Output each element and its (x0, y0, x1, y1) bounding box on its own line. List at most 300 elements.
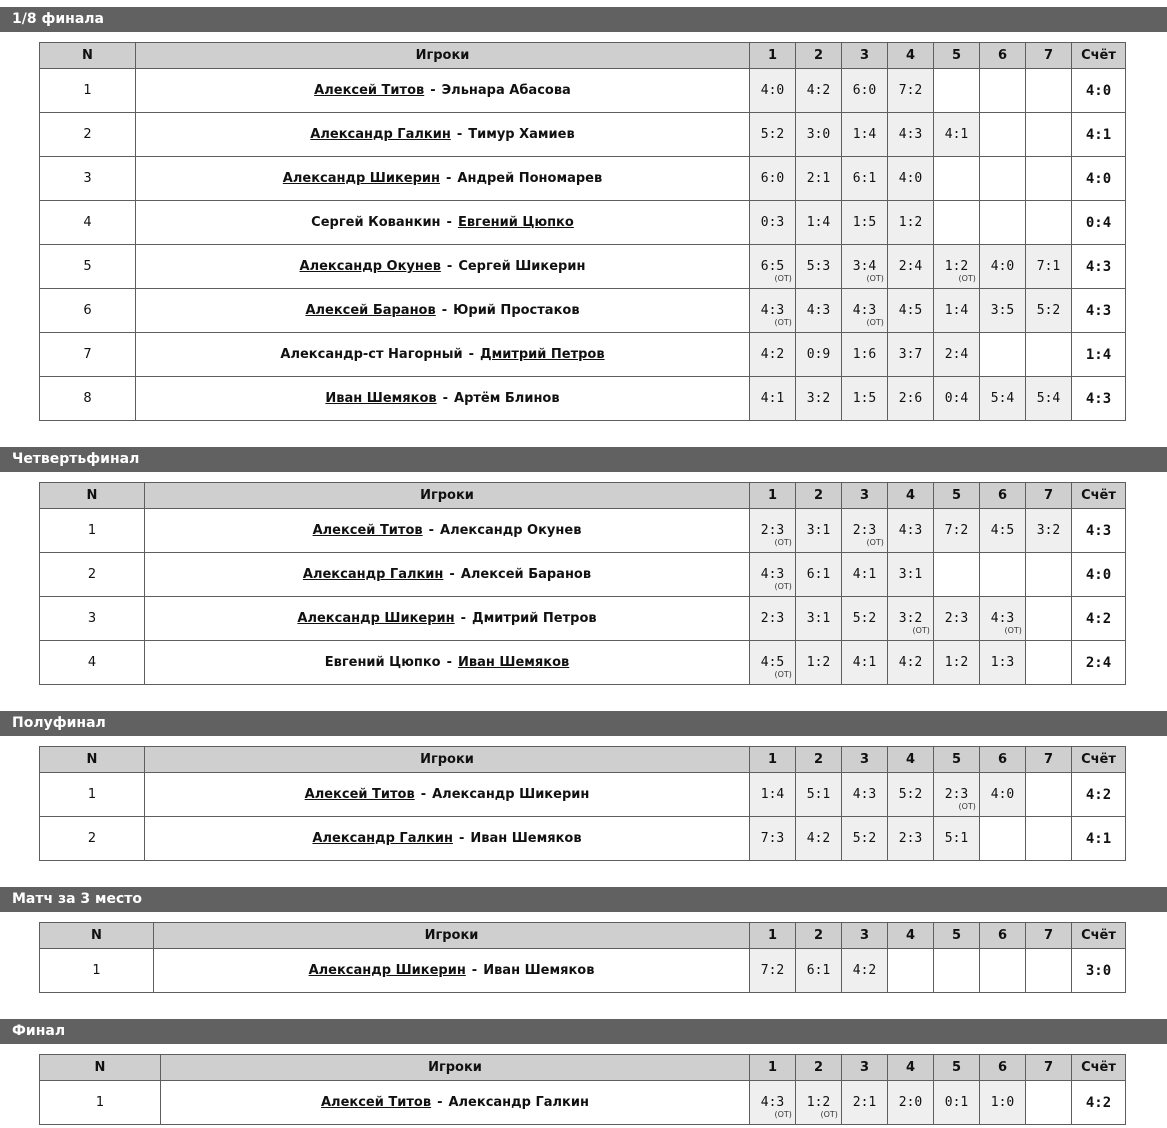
header-set-2: 2 (796, 923, 842, 949)
match-number: 5 (40, 245, 136, 289)
set-score-value: 0:4 (944, 391, 969, 406)
overtime-marker: (ОТ) (866, 274, 884, 283)
match-row (40, 245, 1126, 289)
set-score-7 (1026, 509, 1072, 553)
set-score-5 (934, 949, 980, 993)
player-link[interactable]: Александр Галкин (312, 831, 453, 846)
set-score-1 (750, 201, 796, 245)
player-link[interactable]: Александр Шикерин (282, 171, 441, 186)
player-link[interactable]: Александр Шикерин (297, 611, 455, 626)
match-total-score: 4:3 (1072, 289, 1126, 333)
match-row (40, 113, 1126, 157)
set-score-6 (980, 509, 1026, 553)
match-row (40, 817, 1126, 861)
header-set-6: 6 (980, 43, 1026, 69)
set-score-3 (842, 289, 888, 333)
players-separator: - (428, 523, 435, 538)
set-score-value: 2:3 (944, 611, 969, 626)
match-total-score: 1:4 (1072, 333, 1126, 377)
set-score-3 (842, 245, 888, 289)
set-score-value: 4:0 (760, 83, 785, 98)
set-score-3 (842, 113, 888, 157)
overtime-marker: (ОТ) (774, 582, 792, 591)
header-set-5: 5 (934, 483, 980, 509)
match-players (145, 509, 750, 553)
set-score-7 (1026, 113, 1072, 157)
set-score-value: 4:3 (898, 523, 923, 538)
match-row (40, 509, 1126, 553)
set-score-value: 3:0 (806, 127, 831, 142)
players-separator: - (446, 259, 453, 274)
set-score-value: 6:0 (852, 83, 877, 98)
player-name: Юрий Простаков (453, 303, 580, 318)
set-score-value: 1:4 (760, 787, 785, 802)
set-score-5 (934, 377, 980, 421)
overtime-marker: (ОТ) (866, 318, 884, 327)
match-players (136, 377, 750, 421)
set-score-value: 1:2 (944, 259, 969, 274)
header-n: N (40, 1055, 161, 1081)
header-players: Игроки (161, 1055, 750, 1081)
set-score-value: 2:6 (898, 391, 923, 406)
results-table-semifinal (39, 746, 1126, 861)
player-link[interactable]: Алексей Титов (321, 1095, 432, 1110)
header-n: N (40, 43, 136, 69)
player-name: Тимур Хамиев (468, 127, 575, 142)
set-score-6 (980, 113, 1026, 157)
set-score-7 (1026, 553, 1072, 597)
header-set-1: 1 (750, 923, 796, 949)
set-score-1 (750, 333, 796, 377)
player-link[interactable]: Александр Галкин (302, 567, 444, 582)
set-score-6 (980, 1081, 1026, 1125)
match-players (145, 641, 750, 685)
header-set-5: 5 (934, 923, 980, 949)
set-score-4 (888, 289, 934, 333)
set-score-value: 4:5 (990, 523, 1015, 538)
header-n: N (40, 747, 145, 773)
set-score-5 (934, 201, 980, 245)
player-name: Андрей Пономарев (457, 171, 603, 186)
set-score-4 (888, 69, 934, 113)
set-score-7 (1026, 377, 1072, 421)
match-row (40, 289, 1126, 333)
player-link[interactable]: Алексей Титов (312, 523, 423, 538)
set-score-value: 7:2 (944, 523, 969, 538)
match-players (136, 69, 750, 113)
set-score-value: 4:0 (898, 171, 923, 186)
header-total: Счёт (1072, 747, 1126, 773)
set-score-5 (934, 69, 980, 113)
player-name: Иван Шемяков (483, 963, 595, 978)
set-score-value: 4:1 (852, 655, 877, 670)
section-title-final: Финал (0, 1019, 1167, 1044)
set-score-value: 4:3 (990, 611, 1015, 626)
set-score-value: 4:5 (898, 303, 923, 318)
set-score-1 (750, 289, 796, 333)
set-score-value: 6:0 (760, 171, 785, 186)
set-score-value: 4:1 (852, 567, 877, 582)
match-number: 4 (40, 201, 136, 245)
match-number: 1 (40, 1081, 161, 1125)
set-score-3 (842, 597, 888, 641)
results-table-quarterfinal (39, 482, 1126, 685)
overtime-marker: (ОТ) (912, 626, 930, 635)
header-set-2: 2 (796, 483, 842, 509)
set-score-2 (796, 509, 842, 553)
set-score-1 (750, 597, 796, 641)
header-set-5: 5 (934, 43, 980, 69)
match-number: 8 (40, 377, 136, 421)
match-number: 1 (40, 949, 154, 993)
section-title-quarterfinal: Четвертьфинал (0, 447, 1167, 472)
set-score-value: 1:3 (990, 655, 1015, 670)
set-score-value: 6:1 (806, 567, 831, 582)
set-score-value: 3:5 (990, 303, 1015, 318)
set-score-2 (796, 641, 842, 685)
match-number: 4 (40, 641, 145, 685)
set-score-value: 5:2 (852, 831, 877, 846)
header-set-4: 4 (888, 483, 934, 509)
set-score-5 (934, 289, 980, 333)
set-score-value: 2:3 (852, 523, 877, 538)
set-score-value: 4:3 (760, 567, 785, 582)
set-score-2 (796, 773, 842, 817)
set-score-value: 1:6 (852, 347, 877, 362)
player-link[interactable]: Александр Шикерин (308, 963, 466, 978)
match-players (136, 289, 750, 333)
overtime-marker: (ОТ) (774, 1110, 792, 1119)
set-score-1 (750, 1081, 796, 1125)
set-score-value: 0:9 (806, 347, 831, 362)
header-set-2: 2 (796, 1055, 842, 1081)
header-set-7: 7 (1026, 1055, 1072, 1081)
set-score-5 (934, 333, 980, 377)
player-link[interactable]: Алексей Баранов (305, 303, 436, 318)
set-score-5 (934, 773, 980, 817)
overtime-marker: (ОТ) (774, 274, 792, 283)
players-separator: - (468, 347, 474, 362)
set-score-1 (750, 817, 796, 861)
set-score-value: 2:3 (760, 611, 785, 626)
player-name: Артём Блинов (454, 391, 560, 406)
player-name: Александр-ст Нагорный (280, 347, 463, 362)
match-total-score: 4:2 (1072, 1081, 1126, 1125)
match-players (145, 597, 750, 641)
header-set-4: 4 (888, 923, 934, 949)
player-name: Дмитрий Петров (472, 611, 597, 626)
set-score-value: 3:2 (898, 611, 923, 626)
set-score-5 (934, 641, 980, 685)
set-score-6 (980, 641, 1026, 685)
set-score-2 (796, 597, 842, 641)
match-players (136, 113, 750, 157)
set-score-4 (888, 377, 934, 421)
set-score-2 (796, 201, 842, 245)
set-score-value: 2:0 (898, 1095, 923, 1110)
player-name: Евгений Цюпко (324, 655, 441, 670)
header-set-5: 5 (934, 1055, 980, 1081)
set-score-2 (796, 817, 842, 861)
header-row (40, 43, 1126, 69)
set-score-6 (980, 553, 1026, 597)
set-score-value: 4:5 (760, 655, 785, 670)
set-score-5 (934, 509, 980, 553)
set-score-4 (888, 949, 934, 993)
set-score-value: 5:2 (852, 611, 877, 626)
set-score-5 (934, 245, 980, 289)
header-set-6: 6 (980, 1055, 1026, 1081)
match-players (145, 817, 750, 861)
set-score-value: 5:1 (944, 831, 969, 846)
players-separator: - (458, 831, 465, 846)
players-separator: - (442, 391, 449, 406)
player-name: Александр Окунев (440, 523, 582, 538)
match-players (136, 333, 750, 377)
set-score-6 (980, 333, 1026, 377)
match-row (40, 333, 1126, 377)
player-link[interactable]: Алексей Титов (314, 83, 425, 98)
set-score-6 (980, 69, 1026, 113)
player-name: Александр Шикерин (432, 787, 590, 802)
set-score-2 (796, 377, 842, 421)
set-score-value: 2:4 (944, 347, 969, 362)
set-score-7 (1026, 641, 1072, 685)
set-score-value: 0:3 (760, 215, 785, 230)
set-score-3 (842, 509, 888, 553)
set-score-value: 1:5 (852, 215, 877, 230)
overtime-marker: (ОТ) (774, 318, 792, 327)
set-score-value: 4:2 (806, 831, 831, 846)
set-score-1 (750, 69, 796, 113)
player-link[interactable]: Александр Окунев (299, 259, 441, 274)
overtime-marker: (ОТ) (820, 1110, 838, 1119)
set-score-value: 6:1 (852, 171, 877, 186)
header-set-6: 6 (980, 483, 1026, 509)
set-score-7 (1026, 157, 1072, 201)
set-score-value: 1:4 (852, 127, 877, 142)
set-score-value: 6:1 (806, 963, 831, 978)
set-score-3 (842, 641, 888, 685)
section-title-round-of-16: 1/8 финала (0, 7, 1167, 32)
player-link[interactable]: Иван Шемяков (458, 655, 570, 670)
header-set-3: 3 (842, 1055, 888, 1081)
match-row (40, 201, 1126, 245)
match-total-score: 4:2 (1072, 597, 1126, 641)
set-score-5 (934, 597, 980, 641)
match-number: 1 (40, 69, 136, 113)
set-score-2 (796, 553, 842, 597)
set-score-value: 4:2 (760, 347, 785, 362)
set-score-6 (980, 289, 1026, 333)
set-score-value: 4:3 (806, 303, 831, 318)
match-total-score: 4:3 (1072, 377, 1126, 421)
results-table-round-of-16 (39, 42, 1126, 421)
set-score-value: 0:1 (944, 1095, 969, 1110)
set-score-2 (796, 949, 842, 993)
match-total-score: 4:0 (1072, 553, 1126, 597)
section-title-semifinal: Полуфинал (0, 711, 1167, 736)
set-score-value: 7:2 (760, 963, 785, 978)
overtime-marker: (ОТ) (774, 670, 792, 679)
set-score-value: 7:1 (1036, 259, 1061, 274)
header-total: Счёт (1072, 923, 1126, 949)
header-set-1: 1 (750, 747, 796, 773)
match-players (136, 245, 750, 289)
header-set-2: 2 (796, 747, 842, 773)
player-name: Сергей Кованкин (311, 215, 441, 230)
set-score-2 (796, 157, 842, 201)
set-score-4 (888, 597, 934, 641)
overtime-marker: (ОТ) (774, 538, 792, 547)
results-table-final (39, 1054, 1126, 1125)
set-score-value: 3:7 (898, 347, 923, 362)
match-number: 7 (40, 333, 136, 377)
set-score-value: 4:3 (760, 303, 785, 318)
set-score-7 (1026, 817, 1072, 861)
match-total-score: 2:4 (1072, 641, 1126, 685)
set-score-1 (750, 773, 796, 817)
match-total-score: 4:2 (1072, 773, 1126, 817)
set-score-5 (934, 1081, 980, 1125)
overtime-marker: (ОТ) (866, 538, 884, 547)
set-score-3 (842, 1081, 888, 1125)
players-separator: - (420, 787, 427, 802)
player-name: Иван Шемяков (470, 831, 582, 846)
player-link[interactable]: Евгений Цюпко (457, 215, 574, 230)
set-score-2 (796, 69, 842, 113)
header-set-7: 7 (1026, 43, 1072, 69)
set-score-5 (934, 553, 980, 597)
match-total-score: 0:4 (1072, 201, 1126, 245)
set-score-value: 1:5 (852, 391, 877, 406)
set-score-value: 4:2 (852, 963, 877, 978)
set-score-value: 1:2 (944, 655, 969, 670)
set-score-value: 4:3 (852, 303, 877, 318)
set-score-value: 1:2 (898, 215, 923, 230)
set-score-value: 3:1 (806, 523, 831, 538)
set-score-4 (888, 817, 934, 861)
player-name: Алексей Баранов (460, 567, 592, 582)
set-score-1 (750, 157, 796, 201)
player-name: Александр Галкин (448, 1095, 589, 1110)
set-score-3 (842, 69, 888, 113)
player-link[interactable]: Александр Галкин (310, 127, 451, 142)
set-score-3 (842, 773, 888, 817)
match-number: 2 (40, 553, 145, 597)
players-separator: - (471, 963, 478, 978)
set-score-3 (842, 817, 888, 861)
match-total-score: 4:0 (1072, 69, 1126, 113)
set-score-2 (796, 333, 842, 377)
match-row (40, 377, 1126, 421)
header-set-3: 3 (842, 483, 888, 509)
set-score-2 (796, 289, 842, 333)
match-players (161, 1081, 750, 1125)
match-row (40, 949, 1126, 993)
match-players (136, 157, 750, 201)
set-score-value: 4:0 (990, 787, 1015, 802)
set-score-7 (1026, 289, 1072, 333)
header-total: Счёт (1072, 43, 1126, 69)
match-row (40, 157, 1126, 201)
set-score-6 (980, 157, 1026, 201)
set-score-value: 3:1 (898, 567, 923, 582)
set-score-value: 1:4 (806, 215, 831, 230)
match-total-score: 4:3 (1072, 245, 1126, 289)
set-score-value: 5:4 (1036, 391, 1061, 406)
set-score-3 (842, 201, 888, 245)
set-score-value: 3:2 (806, 391, 831, 406)
set-score-5 (934, 157, 980, 201)
set-score-6 (980, 773, 1026, 817)
set-score-value: 1:2 (806, 655, 831, 670)
set-score-value: 4:2 (898, 655, 923, 670)
set-score-value: 5:1 (806, 787, 831, 802)
set-score-value: 4:3 (898, 127, 923, 142)
set-score-6 (980, 201, 1026, 245)
header-set-7: 7 (1026, 923, 1072, 949)
match-total-score: 3:0 (1072, 949, 1126, 993)
header-total: Счёт (1072, 1055, 1126, 1081)
set-score-4 (888, 113, 934, 157)
set-score-4 (888, 773, 934, 817)
overtime-marker: (ОТ) (958, 802, 976, 811)
set-score-7 (1026, 1081, 1072, 1125)
match-total-score: 4:0 (1072, 157, 1126, 201)
set-score-7 (1026, 773, 1072, 817)
players-separator: - (430, 83, 436, 98)
set-score-6 (980, 597, 1026, 641)
match-total-score: 4:3 (1072, 509, 1126, 553)
header-set-7: 7 (1026, 747, 1072, 773)
player-link[interactable]: Дмитрий Петров (480, 347, 605, 362)
header-players: Игроки (145, 747, 750, 773)
match-players (145, 773, 750, 817)
set-score-1 (750, 949, 796, 993)
players-separator: - (449, 567, 455, 582)
set-score-2 (796, 245, 842, 289)
set-score-value: 6:5 (760, 259, 785, 274)
player-name: Эльнара Абасова (441, 83, 571, 98)
header-row (40, 1055, 1126, 1081)
set-score-value: 1:4 (944, 303, 969, 318)
player-link[interactable]: Иван Шемяков (325, 391, 437, 406)
set-score-value: 7:2 (898, 83, 923, 98)
header-set-1: 1 (750, 43, 796, 69)
set-score-6 (980, 817, 1026, 861)
set-score-value: 3:1 (806, 611, 831, 626)
set-score-value: 7:3 (760, 831, 785, 846)
match-players (145, 553, 750, 597)
set-score-1 (750, 509, 796, 553)
set-score-3 (842, 949, 888, 993)
set-score-value: 3:2 (1036, 523, 1061, 538)
set-score-value: 5:2 (1036, 303, 1061, 318)
player-link[interactable]: Алексей Титов (304, 787, 415, 802)
section-title-third-place: Матч за 3 место (0, 887, 1167, 912)
header-set-6: 6 (980, 747, 1026, 773)
results-table-third-place (39, 922, 1126, 993)
header-n: N (40, 483, 145, 509)
overtime-marker: (ОТ) (1004, 626, 1022, 635)
match-number: 1 (40, 509, 145, 553)
set-score-value: 2:4 (898, 259, 923, 274)
set-score-value: 1:2 (806, 1095, 831, 1110)
match-row (40, 1081, 1126, 1125)
match-total-score: 4:1 (1072, 817, 1126, 861)
set-score-3 (842, 377, 888, 421)
